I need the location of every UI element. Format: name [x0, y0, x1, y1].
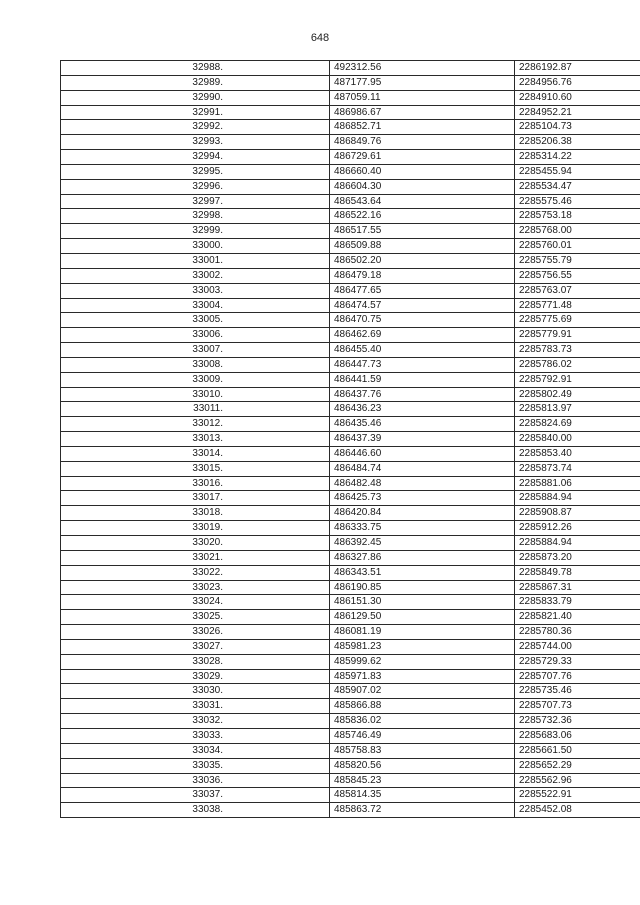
y-coordinate-cell: 2285783.73	[515, 343, 640, 358]
y-coordinate-cell: 2285840.00	[515, 432, 640, 447]
x-coordinate-cell: 486502.20	[330, 253, 515, 268]
y-coordinate-cell: 2285833.79	[515, 595, 640, 610]
x-coordinate-cell: 486436.23	[330, 402, 515, 417]
x-coordinate-cell: 486441.59	[330, 372, 515, 387]
point-number-cell: 33030.	[61, 684, 330, 699]
point-number-cell: 33012.	[61, 417, 330, 432]
y-coordinate-cell: 2285455.94	[515, 164, 640, 179]
x-coordinate-cell: 487177.95	[330, 75, 515, 90]
table-row	[61, 372, 640, 387]
y-coordinate-cell: 2285314.22	[515, 150, 640, 165]
x-coordinate-cell: 486437.39	[330, 432, 515, 447]
y-coordinate-cell: 2285802.49	[515, 387, 640, 402]
table-row	[61, 461, 640, 476]
table-row	[61, 506, 640, 521]
y-coordinate-cell: 2285849.78	[515, 565, 640, 580]
x-coordinate-cell: 486482.48	[330, 476, 515, 491]
point-number-cell: 32996.	[61, 179, 330, 194]
x-coordinate-cell: 486437.76	[330, 387, 515, 402]
y-coordinate-cell: 2285792.91	[515, 372, 640, 387]
point-number-cell: 33009.	[61, 372, 330, 387]
point-number-cell: 33015.	[61, 461, 330, 476]
y-coordinate-cell: 2285707.76	[515, 669, 640, 684]
table-row	[61, 298, 640, 313]
point-number-cell: 32988.	[61, 61, 330, 76]
y-coordinate-cell: 2285522.91	[515, 788, 640, 803]
x-coordinate-cell: 485971.83	[330, 669, 515, 684]
point-number-cell: 33016.	[61, 476, 330, 491]
x-coordinate-cell: 486604.30	[330, 179, 515, 194]
point-number-cell: 32992.	[61, 120, 330, 135]
table-row	[61, 328, 640, 343]
x-coordinate-cell: 486477.65	[330, 283, 515, 298]
point-number-cell: 33005.	[61, 313, 330, 328]
y-coordinate-cell: 2285873.74	[515, 461, 640, 476]
x-coordinate-cell: 486849.76	[330, 135, 515, 150]
x-coordinate-cell: 486986.67	[330, 105, 515, 120]
point-number-cell: 33004.	[61, 298, 330, 313]
x-coordinate-cell: 486435.46	[330, 417, 515, 432]
point-number-cell: 33023.	[61, 580, 330, 595]
table-row	[61, 565, 640, 580]
y-coordinate-cell: 2285707.73	[515, 699, 640, 714]
y-coordinate-cell: 2285575.46	[515, 194, 640, 209]
y-coordinate-cell: 2285881.06	[515, 476, 640, 491]
table-row	[61, 268, 640, 283]
x-coordinate-cell: 486392.45	[330, 536, 515, 551]
table-row	[61, 699, 640, 714]
point-number-cell: 32993.	[61, 135, 330, 150]
y-coordinate-cell: 2285683.06	[515, 728, 640, 743]
table-row	[61, 639, 640, 654]
y-coordinate-cell: 2285206.38	[515, 135, 640, 150]
point-number-cell: 33031.	[61, 699, 330, 714]
table-row	[61, 521, 640, 536]
point-number-cell: 32998.	[61, 209, 330, 224]
table-row	[61, 150, 640, 165]
table-row	[61, 313, 640, 328]
table-row	[61, 402, 640, 417]
table-row	[61, 728, 640, 743]
point-number-cell: 33010.	[61, 387, 330, 402]
y-coordinate-cell: 2285873.20	[515, 550, 640, 565]
x-coordinate-cell: 486446.60	[330, 446, 515, 461]
point-number-cell: 33036.	[61, 773, 330, 788]
point-number-cell: 33006.	[61, 328, 330, 343]
table-row	[61, 743, 640, 758]
y-coordinate-cell: 2285452.08	[515, 803, 640, 818]
point-number-cell: 33032.	[61, 714, 330, 729]
x-coordinate-cell: 485814.35	[330, 788, 515, 803]
point-number-cell: 32995.	[61, 164, 330, 179]
table-row	[61, 491, 640, 506]
y-coordinate-cell: 2285661.50	[515, 743, 640, 758]
y-coordinate-cell: 2285729.33	[515, 654, 640, 669]
y-coordinate-cell: 2285884.94	[515, 491, 640, 506]
x-coordinate-cell: 485758.83	[330, 743, 515, 758]
table-row	[61, 387, 640, 402]
x-coordinate-cell: 486455.40	[330, 343, 515, 358]
point-number-cell: 32991.	[61, 105, 330, 120]
point-number-cell: 33019.	[61, 521, 330, 536]
y-coordinate-cell: 2285867.31	[515, 580, 640, 595]
x-coordinate-cell: 485999.62	[330, 654, 515, 669]
coordinate-table-body	[61, 61, 640, 818]
y-coordinate-cell: 2285562.96	[515, 773, 640, 788]
y-coordinate-cell: 2285853.40	[515, 446, 640, 461]
x-coordinate-cell: 486425.73	[330, 491, 515, 506]
x-coordinate-cell: 486509.88	[330, 239, 515, 254]
y-coordinate-cell: 2285771.48	[515, 298, 640, 313]
point-number-cell: 33021.	[61, 550, 330, 565]
x-coordinate-cell: 486151.30	[330, 595, 515, 610]
y-coordinate-cell: 2285753.18	[515, 209, 640, 224]
x-coordinate-cell: 486470.75	[330, 313, 515, 328]
x-coordinate-cell: 486129.50	[330, 610, 515, 625]
x-coordinate-cell: 485981.23	[330, 639, 515, 654]
x-coordinate-cell: 486660.40	[330, 164, 515, 179]
table-row	[61, 654, 640, 669]
point-number-cell: 33028.	[61, 654, 330, 669]
point-number-cell: 33014.	[61, 446, 330, 461]
y-coordinate-cell: 2285884.94	[515, 536, 640, 551]
table-row	[61, 669, 640, 684]
x-coordinate-cell: 485907.02	[330, 684, 515, 699]
y-coordinate-cell: 2285768.00	[515, 224, 640, 239]
y-coordinate-cell: 2285780.36	[515, 625, 640, 640]
table-row	[61, 714, 640, 729]
table-row	[61, 343, 640, 358]
x-coordinate-cell: 486484.74	[330, 461, 515, 476]
y-coordinate-cell: 2285735.46	[515, 684, 640, 699]
table-row	[61, 550, 640, 565]
table-row	[61, 105, 640, 120]
table-row	[61, 610, 640, 625]
point-number-cell: 33013.	[61, 432, 330, 447]
x-coordinate-cell: 485820.56	[330, 758, 515, 773]
point-number-cell: 33018.	[61, 506, 330, 521]
y-coordinate-cell: 2285824.69	[515, 417, 640, 432]
point-number-cell: 32989.	[61, 75, 330, 90]
x-coordinate-cell: 486522.16	[330, 209, 515, 224]
point-number-cell: 33027.	[61, 639, 330, 654]
y-coordinate-cell: 2285760.01	[515, 239, 640, 254]
y-coordinate-cell: 2285104.73	[515, 120, 640, 135]
point-number-cell: 32997.	[61, 194, 330, 209]
point-number-cell: 33011.	[61, 402, 330, 417]
point-number-cell: 33001.	[61, 253, 330, 268]
x-coordinate-cell: 492312.56	[330, 61, 515, 76]
point-number-cell: 33017.	[61, 491, 330, 506]
x-coordinate-cell: 486081.19	[330, 625, 515, 640]
y-coordinate-cell: 2285912.26	[515, 521, 640, 536]
table-row	[61, 788, 640, 803]
x-coordinate-cell: 486852.71	[330, 120, 515, 135]
table-row	[61, 164, 640, 179]
point-number-cell: 33008.	[61, 357, 330, 372]
table-row	[61, 536, 640, 551]
x-coordinate-cell: 486729.61	[330, 150, 515, 165]
table-row	[61, 432, 640, 447]
table-row	[61, 803, 640, 818]
table-row	[61, 684, 640, 699]
y-coordinate-cell: 2285763.07	[515, 283, 640, 298]
y-coordinate-cell: 2285744.00	[515, 639, 640, 654]
point-number-cell: 33025.	[61, 610, 330, 625]
x-coordinate-cell: 486474.57	[330, 298, 515, 313]
point-number-cell: 32990.	[61, 90, 330, 105]
point-number-cell: 33003.	[61, 283, 330, 298]
table-row	[61, 61, 640, 76]
y-coordinate-cell: 2285908.87	[515, 506, 640, 521]
table-row	[61, 209, 640, 224]
table-row	[61, 239, 640, 254]
x-coordinate-cell: 485845.23	[330, 773, 515, 788]
x-coordinate-cell: 486517.55	[330, 224, 515, 239]
table-row	[61, 417, 640, 432]
x-coordinate-cell: 486447.73	[330, 357, 515, 372]
x-coordinate-cell: 486543.64	[330, 194, 515, 209]
y-coordinate-cell: 2286192.87	[515, 61, 640, 76]
x-coordinate-cell: 487059.11	[330, 90, 515, 105]
table-row	[61, 580, 640, 595]
table-row	[61, 75, 640, 90]
table-row	[61, 283, 640, 298]
table-row	[61, 476, 640, 491]
x-coordinate-cell: 486343.51	[330, 565, 515, 580]
table-row	[61, 90, 640, 105]
point-number-cell: 33029.	[61, 669, 330, 684]
table-row	[61, 595, 640, 610]
point-number-cell: 32999.	[61, 224, 330, 239]
table-row	[61, 253, 640, 268]
x-coordinate-cell: 486462.69	[330, 328, 515, 343]
point-number-cell: 33007.	[61, 343, 330, 358]
point-number-cell: 33038.	[61, 803, 330, 818]
table-row	[61, 625, 640, 640]
y-coordinate-cell: 2285813.97	[515, 402, 640, 417]
point-number-cell: 33033.	[61, 728, 330, 743]
x-coordinate-cell: 485746.49	[330, 728, 515, 743]
table-row	[61, 135, 640, 150]
x-coordinate-cell: 485863.72	[330, 803, 515, 818]
x-coordinate-cell: 486333.75	[330, 521, 515, 536]
y-coordinate-cell: 2285786.02	[515, 357, 640, 372]
point-number-cell: 33022.	[61, 565, 330, 580]
page-number: 648	[310, 32, 330, 44]
point-number-cell: 33000.	[61, 239, 330, 254]
y-coordinate-cell: 2285732.36	[515, 714, 640, 729]
y-coordinate-cell: 2285779.91	[515, 328, 640, 343]
y-coordinate-cell: 2284956.76	[515, 75, 640, 90]
table-row	[61, 179, 640, 194]
x-coordinate-cell: 486327.86	[330, 550, 515, 565]
y-coordinate-cell: 2285534.47	[515, 179, 640, 194]
x-coordinate-cell: 485836.02	[330, 714, 515, 729]
point-number-cell: 33026.	[61, 625, 330, 640]
table-row	[61, 758, 640, 773]
table-row	[61, 120, 640, 135]
point-number-cell: 33024.	[61, 595, 330, 610]
y-coordinate-cell: 2284910.60	[515, 90, 640, 105]
table-row	[61, 773, 640, 788]
point-number-cell: 33034.	[61, 743, 330, 758]
point-number-cell: 33035.	[61, 758, 330, 773]
point-number-cell: 33002.	[61, 268, 330, 283]
y-coordinate-cell: 2285652.29	[515, 758, 640, 773]
point-number-cell: 32994.	[61, 150, 330, 165]
x-coordinate-cell: 486479.18	[330, 268, 515, 283]
x-coordinate-cell: 485866.88	[330, 699, 515, 714]
table-row	[61, 357, 640, 372]
point-number-cell: 33037.	[61, 788, 330, 803]
x-coordinate-cell: 486190.85	[330, 580, 515, 595]
point-number-cell: 33020.	[61, 536, 330, 551]
table-row	[61, 446, 640, 461]
table-row	[61, 224, 640, 239]
y-coordinate-cell: 2285821.40	[515, 610, 640, 625]
coordinate-table	[60, 60, 640, 818]
x-coordinate-cell: 486420.84	[330, 506, 515, 521]
y-coordinate-cell: 2285756.55	[515, 268, 640, 283]
y-coordinate-cell: 2285775.69	[515, 313, 640, 328]
table-row	[61, 194, 640, 209]
y-coordinate-cell: 2285755.79	[515, 253, 640, 268]
y-coordinate-cell: 2284952.21	[515, 105, 640, 120]
